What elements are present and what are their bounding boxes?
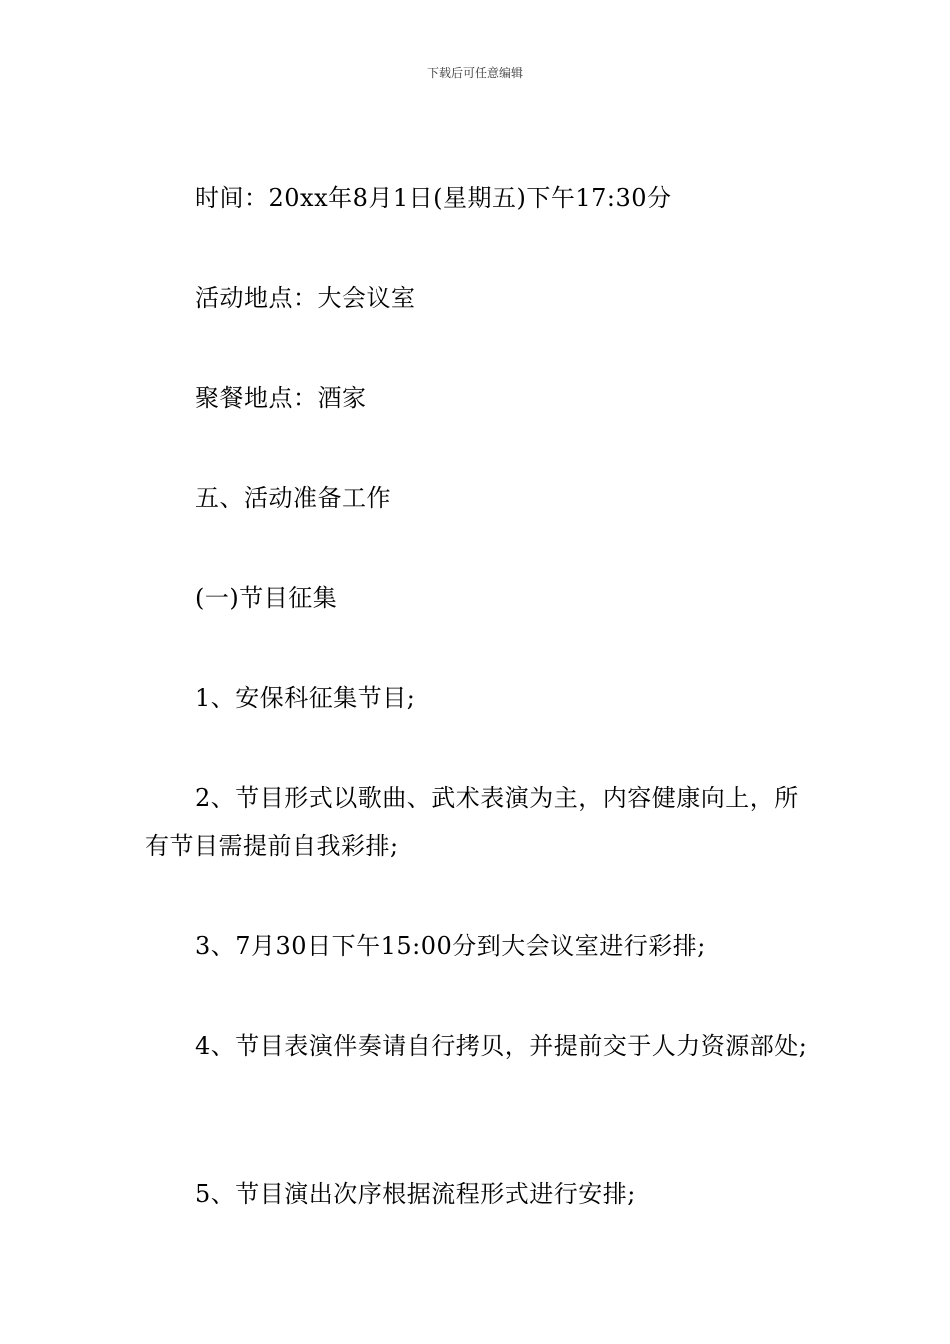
paragraph-activity-location: 活动地点：大会议室 [195, 284, 416, 312]
list-item-4: 4、节目表演伴奏请自行拷贝，并提前交于人力资源部处; [195, 1032, 808, 1060]
section-heading-preparation: 五、活动准备工作 [195, 484, 391, 512]
paragraph-dinner-location: 聚餐地点：酒家 [195, 384, 367, 412]
list-item-2: 2、节目形式以歌曲、武术表演为主，内容健康向上，所有节目需提前自我彩排; [145, 784, 799, 860]
page-header: 下载后可任意编辑 [426, 66, 523, 80]
list-item-5: 5、节目演出次序根据流程形式进行安排; [195, 1180, 636, 1208]
list-item-1: 1、安保科征集节目; [195, 684, 416, 712]
subsection-heading-program-collection: (一)节目征集 [195, 584, 338, 612]
list-item-3: 3、7月30日下午15:00分到大会议室进行彩排; [195, 932, 706, 960]
paragraph-time: 时间：20xx年8月1日(星期五)下午17:30分 [195, 184, 672, 212]
